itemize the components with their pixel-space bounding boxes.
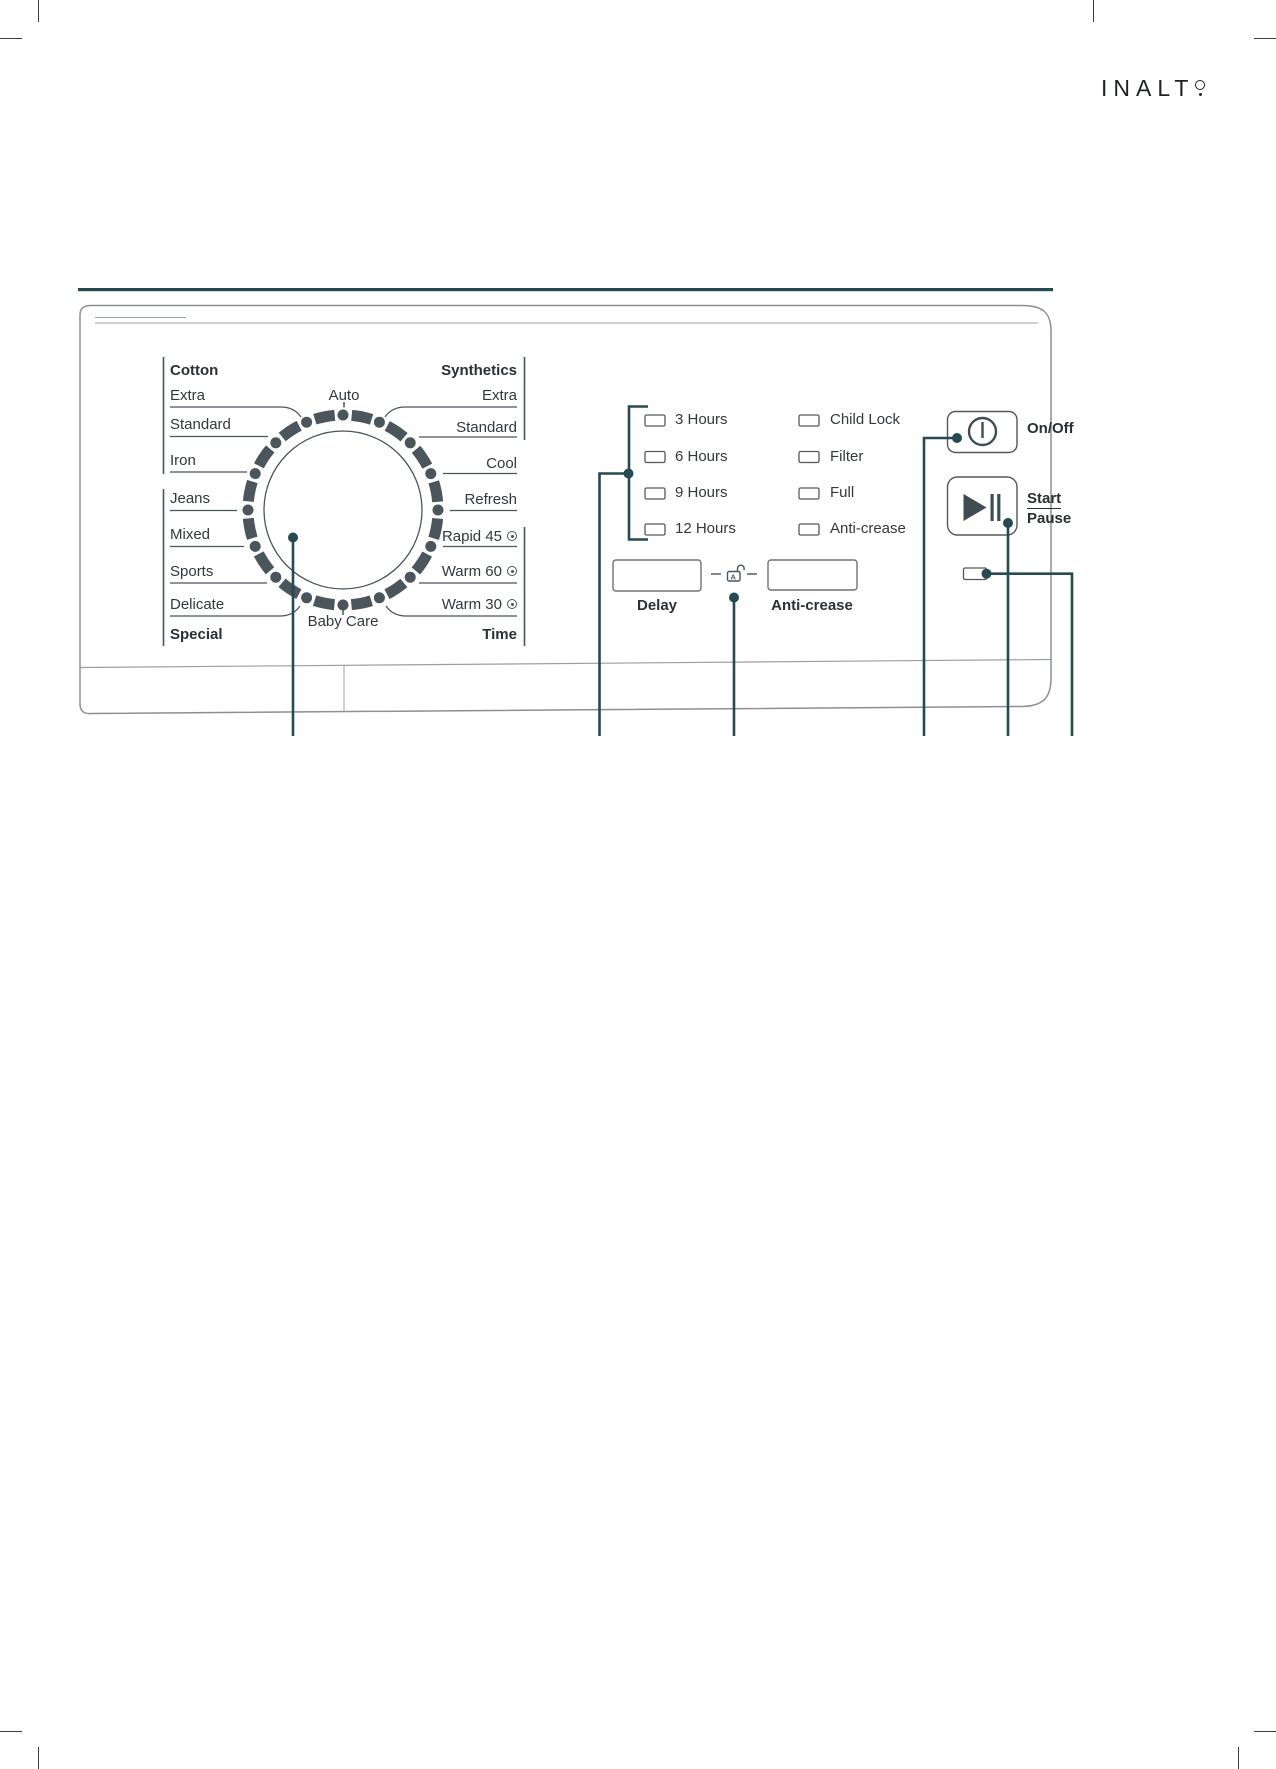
dial-group-synthetics: Synthetics — [441, 362, 517, 379]
dial-program-standard-cotton: Standard — [170, 416, 231, 433]
dial-group-time: Time — [482, 626, 517, 643]
dial-knob — [264, 431, 422, 589]
start-label: Start — [1027, 490, 1062, 507]
dial-callout-dot — [288, 533, 298, 543]
anti-crease-button-label: Anti-crease — [771, 597, 853, 614]
dial-program-jeans: Jeans — [170, 490, 211, 507]
pause-label: Pause — [1027, 510, 1072, 527]
program-dial — [243, 402, 444, 615]
led-anti-crease — [799, 524, 819, 535]
panel-outline — [80, 306, 1051, 714]
dial-program-auto: Auto — [328, 387, 360, 404]
indicator-anti-crease: Anti-crease — [830, 520, 906, 537]
indicator-full: Full — [830, 484, 855, 501]
delay-button — [613, 560, 701, 591]
dial-program-rapid-45 — [442, 529, 517, 545]
led-callout-dot — [982, 569, 992, 579]
dial-program-delicate: Delicate — [170, 596, 225, 613]
svg-text:A: A — [730, 572, 736, 582]
led-child-lock — [799, 415, 819, 426]
led-full — [799, 488, 819, 499]
brand-logo-text: INALT — [1101, 75, 1195, 101]
dial-program-warm-60 — [442, 564, 517, 580]
temp-dot-icon — [507, 599, 517, 609]
dial-program-extra-cotton: Extra — [170, 387, 206, 404]
indicator-filter: Filter — [830, 447, 864, 465]
dial-program-standard-synthetics: Standard — [456, 419, 517, 436]
led-9-hours — [645, 488, 665, 499]
start-pause-callout-dot — [1003, 518, 1013, 528]
on-off-callout-dot — [952, 433, 962, 443]
indicator-6-hours: 6 Hours — [675, 447, 728, 465]
dial-program-label: Rapid 45 — [441, 528, 502, 545]
dial-program-extra-synthetics: Extra — [481, 387, 517, 404]
delay-button-label: Delay — [636, 597, 678, 614]
on-off-label: On/Off — [1027, 420, 1074, 437]
dial-program-label: Warm 60 — [441, 563, 502, 580]
led-12-hours — [645, 524, 665, 535]
dial-group-cotton: Cotton — [170, 362, 219, 379]
dial-program-iron: Iron — [170, 452, 196, 469]
header-rule — [78, 288, 1053, 291]
led-3-hours — [645, 415, 665, 426]
dial-program-cool: Cool — [486, 455, 517, 472]
dial-program-sports: Sports — [170, 563, 214, 580]
temp-dot-icon — [507, 566, 517, 576]
dial-program-baby-care: Baby Care — [307, 613, 379, 630]
panel-ledge-line — [80, 660, 1051, 668]
anti-crease-button — [768, 560, 857, 590]
child-lock-icon — [711, 565, 757, 581]
indicator-12-hours: 12 Hours — [675, 520, 736, 537]
temp-dot-icon — [507, 531, 517, 541]
dial-program-mixed: Mixed — [170, 526, 211, 543]
dial-program-warm-30 — [442, 597, 517, 613]
child-lock-callout-dot — [729, 593, 739, 603]
time-leds-callout-dot — [624, 469, 634, 479]
led-filter — [799, 452, 819, 463]
dial-group-special: Special — [170, 626, 223, 643]
indicator-child-lock: Child Lock — [830, 411, 901, 428]
indicator-3-hours: 3 Hours — [675, 411, 728, 428]
led-6-hours — [645, 452, 665, 463]
dial-program-label: Warm 30 — [441, 596, 502, 613]
indicator-9-hours: 9 Hours — [675, 484, 728, 501]
time-led-windows — [645, 415, 665, 535]
status-led-windows — [799, 415, 819, 535]
dial-program-refresh: Refresh — [464, 491, 517, 508]
